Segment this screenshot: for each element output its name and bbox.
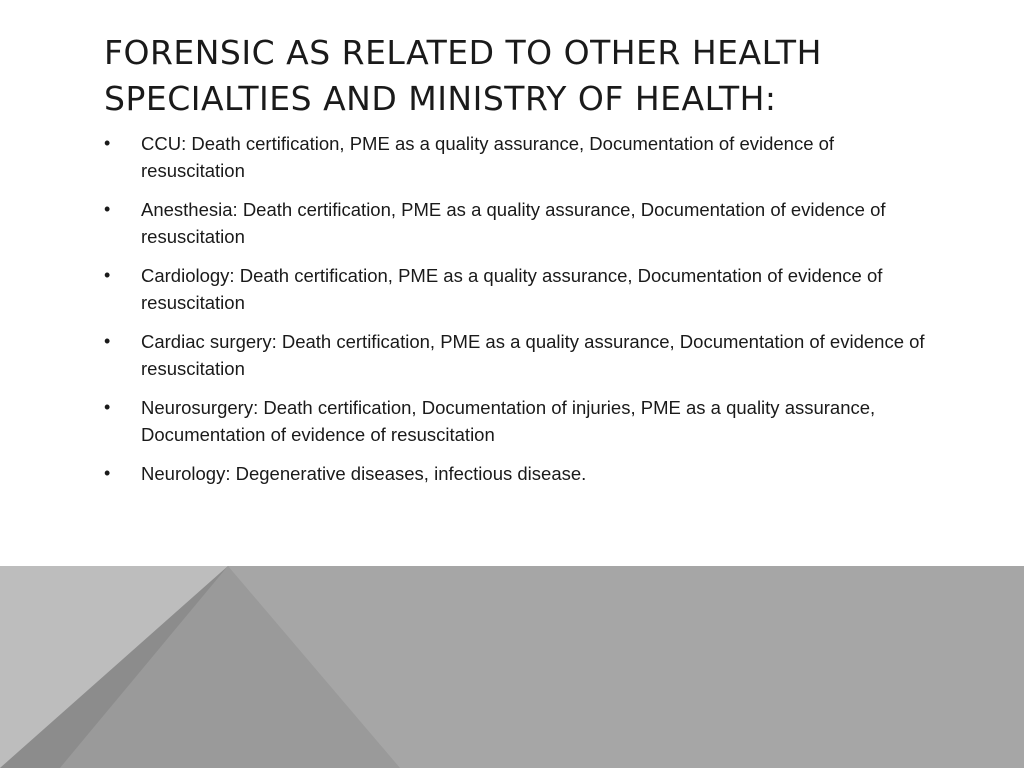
bullet-list bbox=[104, 130, 934, 499]
bullet-text: Neurology: Degenerative diseases, infectious disease. bbox=[141, 463, 587, 484]
bullet-item-neurology bbox=[104, 460, 934, 487]
bullet-text: Cardiology: Death certification, PME as a quality assurance, Documentation of evidence of resuscitation bbox=[141, 265, 883, 313]
bullet-dot-icon: • bbox=[104, 199, 111, 219]
bullet-item-cardiac-surgery bbox=[104, 328, 934, 382]
bullet-dot-icon: • bbox=[104, 331, 111, 351]
slide-title: FORENSIC AS RELATED TO OTHER HEALTH SPECIALTIES AND MINISTRY OF HEALTH: bbox=[104, 33, 822, 118]
bullet-text: Neurosurgery: Death certification, Documentation of injuries, PME as a quality assurance, Documentation of evidence of resuscitation bbox=[141, 397, 876, 445]
bullet-dot-icon: • bbox=[104, 265, 111, 285]
bullet-text: CCU: Death certification, PME as a quality assurance, Documentation of evidence of resuscitation bbox=[141, 133, 835, 181]
bullet-text: Anesthesia: Death certification, PME as a quality assurance, Documentation of evidence of resuscitation bbox=[141, 199, 886, 247]
footer-geometric-shapes bbox=[0, 566, 1024, 768]
bullet-text: Cardiac surgery: Death certification, PME as a quality assurance, Documentation of evidence of resuscitation bbox=[141, 331, 925, 379]
bullet-dot-icon: • bbox=[104, 133, 111, 153]
bullet-dot-icon: • bbox=[104, 463, 111, 483]
bullet-item-ccu bbox=[104, 130, 934, 184]
bullet-item-cardiology bbox=[104, 262, 934, 316]
bullet-item-anesthesia bbox=[104, 196, 934, 250]
bullet-item-neurosurgery bbox=[104, 394, 934, 448]
bullet-dot-icon: • bbox=[104, 397, 111, 417]
decorative-footer-band bbox=[0, 566, 1024, 768]
